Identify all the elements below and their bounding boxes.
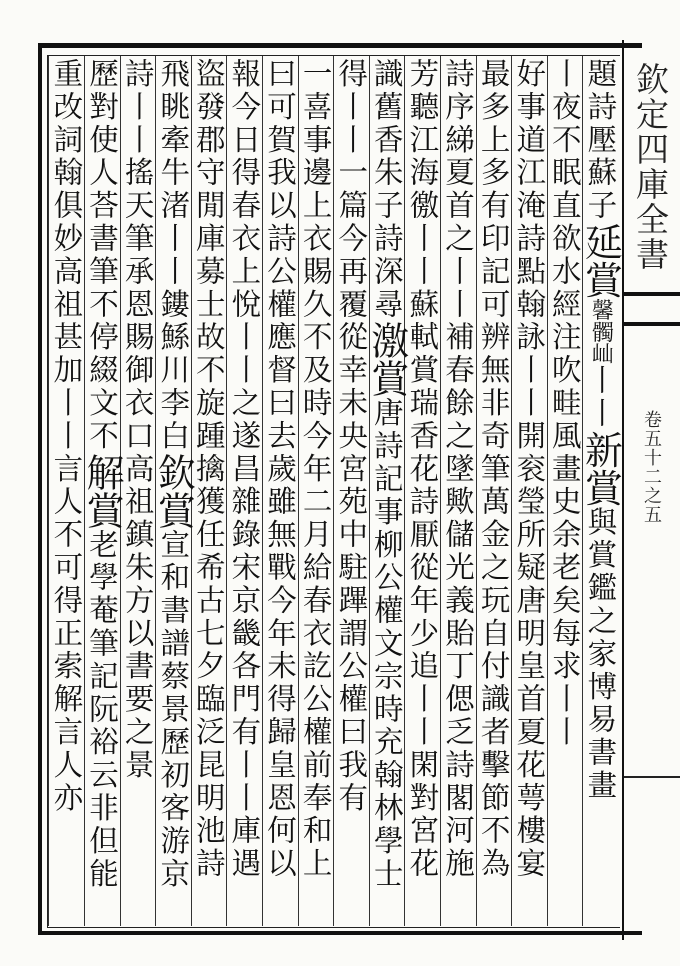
text-run: 得丨丨一篇今再覆 [334,58,369,322]
text-run: 重改詞翰俱妙高祖甚加丨丨 [49,58,84,453]
text-run: 最多上多有印記可辨無非奇筆萬金之玩自付識者擊節不為 [476,58,511,881]
text-run: 與賞鑑之家博易書畫 [583,506,618,803]
text-run: 識舊香朱子詩深尋 [369,58,404,322]
text-run: 盜發郡守閒庫募士故不旋踵擒獲任希古七夕臨泛昆明池詩 [191,58,226,881]
center-fold-foot-line [624,776,680,778]
text-run: 芳聽江海徼丨丨蘇軾賞瑞香花詩厭從年少追丨丨閑對宮花 [405,58,440,881]
book-title: 欽定四庫全書 [631,62,670,272]
text-run: 歷對使人荅書筆不停綴文不 [85,58,119,453]
text-run: 好事道江淹詩點翰詠丨丨開衮瑩所疑唐明皇首夏花萼樓宴 [512,58,547,881]
text-run: 畫史余老矣每求丨丨 [547,452,582,749]
text-run: 題詩壓蘇子 [583,58,618,223]
text-run: 宣和書譜蔡景歷初客游京 [156,528,191,891]
text-run: 曰可賀我以詩公權應督曰去歲雖無戰今年未得歸皇恩何以 [263,58,297,881]
text-run: 詩丨丨搖天筆承恩賜御衣 [120,58,155,420]
heading-term: 欽賞 [151,452,196,529]
fishtail-mark [624,292,680,326]
heading-term: 新賞 [578,430,623,507]
text-run: 丨夜不眠直欲 [547,58,582,256]
text-run: 水經注吹畦風 [547,255,582,453]
text-run: 一喜事邊上衣賜久不及時今年二月給春衣訖公權前奉和上 [298,58,333,881]
text-run: 口高祖鎮朱方以書要之景 [120,419,155,782]
text-run: 從幸未央宮苑中駐蹕謂公權曰我有 [334,321,369,815]
text-run: 詩序綈夏首之丨丨補春餘之墜歟儲光義貽丁偲乏詩閣河施 [441,58,475,881]
text-run: 唐詩記事柳公權文宗時充翰林學士 [369,397,404,891]
text-run: 報今日得春衣上悅丨丨之遂昌雜錄宋京畿各門有丨丨庫遇 [227,58,262,881]
volume-label: 卷五十二之五 [641,410,662,524]
text-column [44,58,88,815]
text-run: 飛眺牽牛渚丨丨鏤鯀川李白 [156,58,191,453]
text-run: 丨丨 [583,364,618,431]
column-rule [48,56,49,926]
heading-term: 激賞 [364,321,409,398]
text-run: 老學菴筆記阮裕云非但能 [85,528,119,891]
small-note: 馨髑屾 [588,298,614,365]
heading-term: 延賞 [578,222,623,299]
heading-term: 解賞 [80,452,124,529]
text-run: 言人不可得正索解言人亦 [49,452,84,815]
